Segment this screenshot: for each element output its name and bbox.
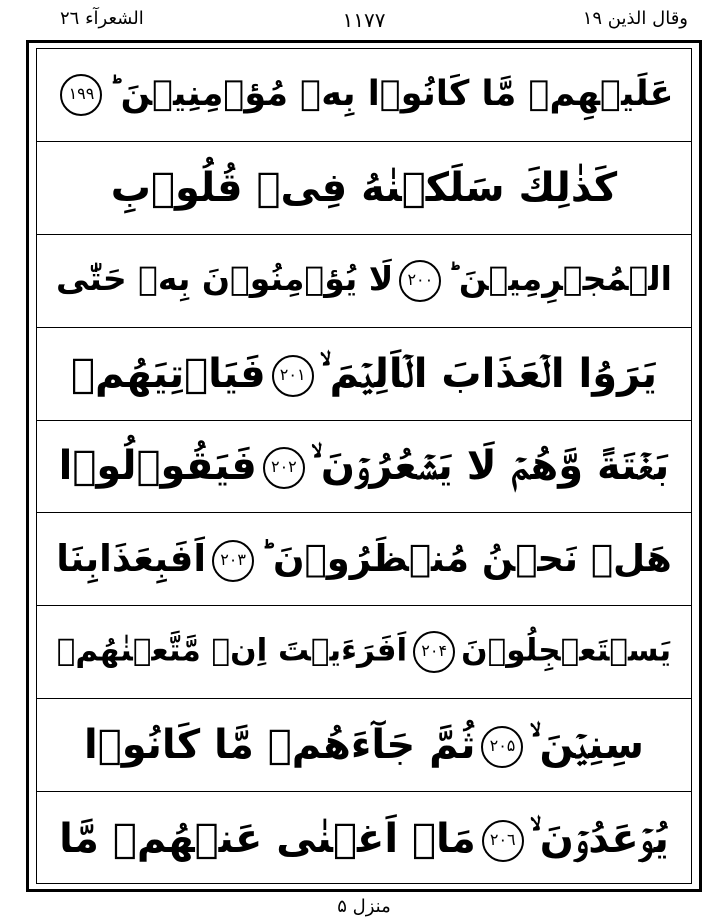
ayah-number-marker: ۲۰۵	[481, 726, 523, 768]
verse-segment: اَفَرَءَيۡتَ اِنۡ مَّتَّعۡنٰهُمۡ	[56, 632, 408, 669]
ayah-number-marker: ۲۰۴	[413, 631, 455, 673]
verse-text	[71, 350, 657, 398]
text-line	[37, 606, 691, 699]
juz-name: وقال الذين ۱۹	[582, 8, 688, 29]
verse-segment: كَذٰلِكَ سَلَكۡنٰهُ فِىۡ قُلُوۡبِ	[110, 164, 618, 211]
verse-segment: اَفَبِعَذَابِنَا	[56, 537, 207, 581]
verse-segment: فَيَاۡتِيَهُمۡ	[71, 350, 266, 397]
ayah-number-marker: ۲۰٦	[482, 820, 524, 862]
ayah-number-marker: ۲۰۲	[263, 447, 305, 489]
verse-segment: يَرَوُا الۡعَذَابَ الۡاَلِيۡمَ ۙ	[319, 350, 657, 397]
verse-segment: فَيَقُوۡلُوۡا	[58, 443, 257, 490]
page-number: ۱۱۷۷	[342, 8, 386, 32]
text-frame	[36, 48, 692, 884]
text-line	[37, 49, 691, 142]
verse-segment: هَلۡ نَحۡنُ مُنۡظَرُوۡنَ ؕ	[260, 537, 672, 581]
verse-segment: لَا يُؤۡمِنُوۡنَ بِهٖ حَتّٰى	[56, 259, 394, 299]
verse-text	[111, 164, 617, 212]
ayah-number-marker: ۲۰۰	[399, 260, 441, 302]
text-line	[37, 142, 691, 235]
verse-segment: مَاۤ اَغۡنٰى عَنۡهُمۡ مَّا	[59, 815, 476, 862]
ayah-number-marker: ۲۰۳	[212, 540, 254, 582]
verse-segment: الۡمُجۡرِمِيۡنَ ؕ	[447, 259, 672, 299]
verse-text	[54, 73, 673, 116]
verse-text	[59, 442, 670, 490]
verse-segment: يُوۡعَدُوۡنَ ۙ	[529, 815, 669, 862]
page-header	[0, 6, 728, 36]
manzil-footer: منزل ۵	[337, 896, 391, 917]
text-line	[37, 699, 691, 792]
text-line	[37, 792, 691, 884]
text-line	[37, 235, 691, 328]
text-line	[37, 513, 691, 606]
verse-text	[59, 815, 669, 863]
verse-text	[57, 631, 671, 673]
verse-text	[84, 721, 644, 769]
verse-segment: عَلَيۡهِمۡ مَّا كَانُوۡا بِهٖ مُؤۡمِنِيۡنَ ؕ	[108, 74, 674, 115]
text-lines	[37, 49, 691, 883]
text-line	[37, 421, 691, 514]
verse-text	[56, 259, 672, 302]
verse-text	[56, 537, 672, 582]
verse-segment: بَغۡتَةً وَّهُمۡ لَا يَشۡعُرُوۡنَ ۙ	[310, 443, 670, 490]
verse-segment: يَسۡتَعۡجِلُوۡنَ	[461, 632, 672, 669]
verse-segment: سِنِيۡنَ ۙ	[529, 722, 644, 769]
ayah-number-marker: ۲۰۱	[272, 355, 314, 397]
verse-segment: ثُمَّ جَآءَهُمۡ مَّا كَانُوۡا	[84, 722, 476, 769]
surah-name: الشعرآء ۲٦	[60, 8, 144, 29]
text-line	[37, 328, 691, 421]
ayah-number-marker: ۱۹۹	[60, 74, 102, 116]
